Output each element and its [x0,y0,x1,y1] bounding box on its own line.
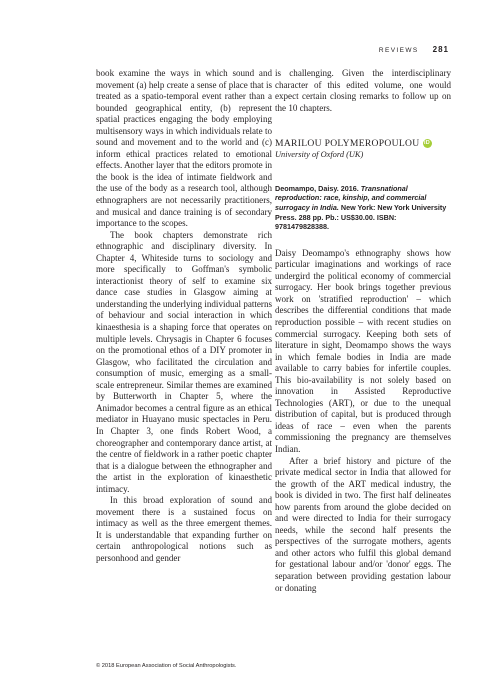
book-review-citation [275,184,451,232]
paragraph: In this broad exploration of sound and movement there is a sustained focus on intimacy as well as the three emergent themes. It is understandable that expanding further on certain anthropological notions such as personhood and gender [96,495,272,563]
running-header [379,45,449,54]
paragraph: Daisy Deomampo's ethnography shows how particular imaginations and workings of race undergird the political economy of commercial surrogacy. Her book brings together previous work on 'stratified reproduction' – which describes the differential conditions that made reproduction possible – with recent studies on commercial surrogacy. Keeping both sets of literature in sight, Deomampo shows the ways in which female bodies in India are made available to carry babies for infertile couples. This bio-availability is not solely based on innovation in Assisted Reproductive Technologies (ART), or due to the unequal distribution of capital, but is produced through ideas of race – even when the parents commissioning the pregnancy are themselves Indian. [275,247,451,454]
page-number: 281 [432,45,449,54]
reviewer-affiliation: University of Oxford (UK) [275,149,364,159]
paragraph: After a brief history and picture of the private medical sector in India that allowed for the growth of the ART medical industry, the book is divided in two. The first half delineates how parents from around the globe decided on and were directed to India for their surrogacy needs, while the second half presents the perspectives of the surrogate mothers, agents and other actors who fulfil this global demand for gestational labour and/or 'donor' eggs. The separation between providing gestation labour or donating [275,455,451,593]
paragraph: book examine the ways in which sound and movement (a) help create a sense of place that is treated as a spatio-temporal event rather than a bounded geographical entity, (b) represent spatial practices engaging the body employing multisensory ways in which individuals relate to sound and movement and to the world and (c) inform ethical practices related to emotional effects. Another layer that the editors promote in the book is the idea of intimate fieldwork and the use of the body as a research tool, although ethnographers are not necessarily practitioners, and musical and dance training is of secondary importance to the scopes. [96,68,272,229]
section-title: REVIEWS [378,47,419,54]
left-column [96,68,272,565]
orcid-icon[interactable]: iD [423,139,432,148]
reviewer-signature [275,138,451,150]
paragraph-continued: is challenging. Given the interdisciplinary character of this edited volume, one would expect certain closing remarks to follow up on the 10 chapters. [275,68,451,113]
copyright-footer: © 2018 European Association of Social Anthropologists. [96,663,237,669]
reviewer-name: MARILOU POLYMEROPOULOU [275,138,420,150]
book-publication-info: New York: New York University Press. 288 pp. Pb.: US$30.00. ISBN: 9781479828388. [275,202,447,232]
right-column [275,68,451,594]
paragraph: The book chapters demonstrate rich ethnographic and disciplinary diversity. In Chapter 4, Whiteside turns to sociology and more specifically to Goffman's symbolic interactionist theory of self to examine six dance case studies in Glasgow aiming at understanding the underlying individual patterns of behaviour and social interaction in which kinaesthesia is a shaping force that operates on multiple levels. Chrysagis in Chapter 6 focuses on the promotional ethos of a DIY promoter in Glasgow, who facilitated the circulation and consumption of music, emerging as a small-scale entrepreneur. Similar themes are examined by Butterworth in Chapter 5, where the Animador becomes a central figure as an ethical mediator in Huayano music spectacles in Peru. In Chapter 3, one finds Robert Wood, a choreographer and contemporary dance artist, at the centre of fieldwork in a rather poetic chapter that is a dialogue between the ethnographer and the artist in the exploration of kinaesthetic intimacy. [96,229,272,494]
book-author: Deomampo, Daisy. 2016. [275,183,359,193]
book-title: Transnational reproduction: race, kinship, and commercial surrogacy in India. [275,183,427,212]
